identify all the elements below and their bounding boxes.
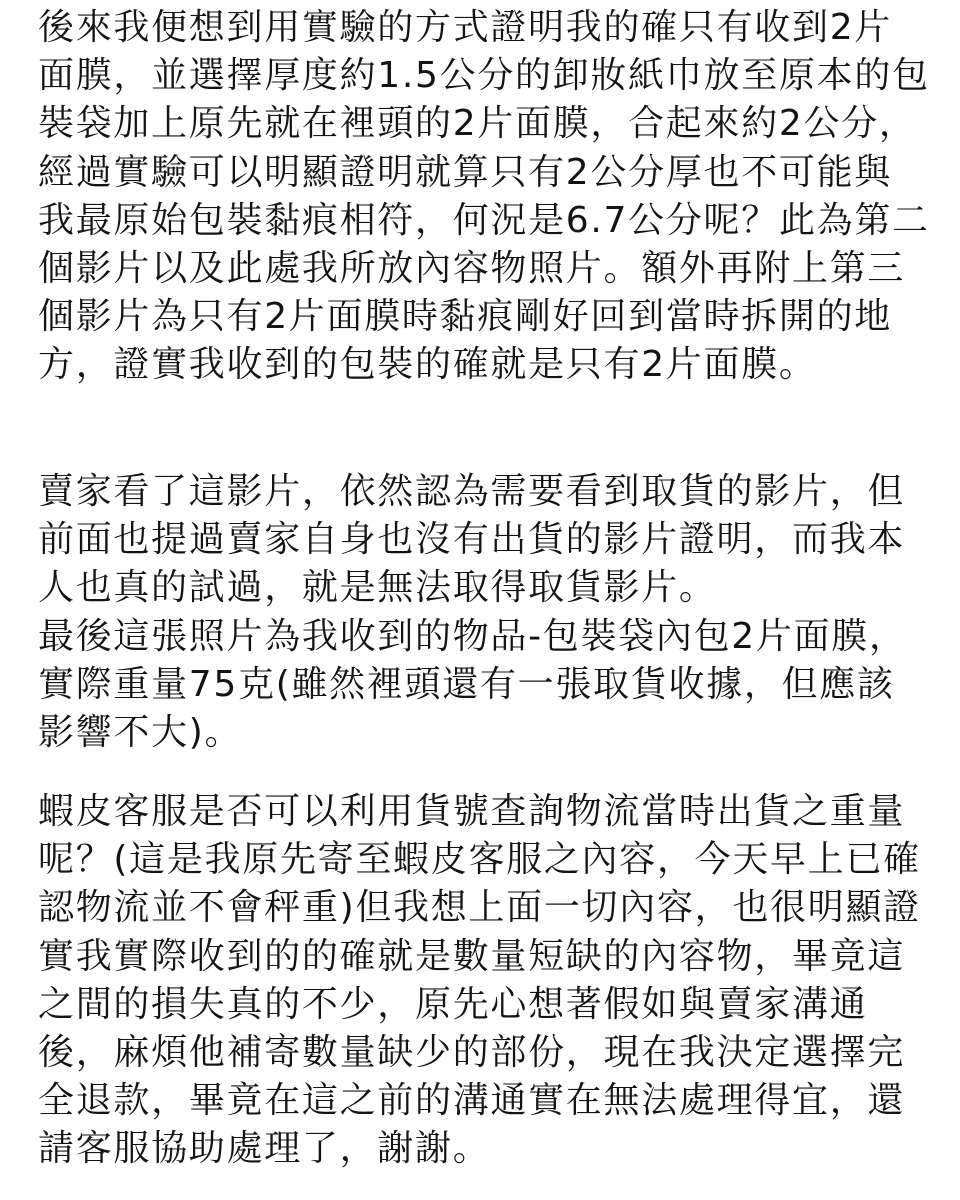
text-line: 人也真的試過，就是無法取得取貨影片。 [38, 567, 717, 609]
paragraph-seller-response [38, 468, 938, 757]
paragraph-customer-service-request [38, 788, 938, 1174]
text-line: 呢？(這是我原先寄至蝦皮客服之內容，今天早上已確 [38, 839, 921, 881]
text-line: 後來我便想到用實驗的方式證明我的確只有收到2片 [38, 7, 893, 48]
text-line: 最後這張照片為我收到的物品-包裝袋內包2片面膜， [38, 615, 907, 657]
text-line: 全退款，畢竟在這之前的溝通實在無法處理得宜，還 [38, 1080, 906, 1122]
text-line: 賣家看了這影片，依然認為需要看到取貨的影片，但 [38, 471, 906, 512]
text-line: 個影片以及此處我所放內容物照片。額外再附上第三 [38, 247, 906, 289]
text-line: 請客服協助處理了，謝謝。 [38, 1128, 491, 1170]
text-line: 影響不大)。 [38, 711, 243, 753]
text-line: 前面也提過賣家自身也沒有出貨的影片證明，而我本 [38, 519, 906, 561]
text-line: 之間的損失真的不少，原先心想著假如與賣家溝通 [38, 983, 868, 1025]
text-line: 後，麻煩他補寄數量缺少的部份，現在我決定選擇完 [38, 1031, 906, 1073]
text-line: 經過實驗可以明顯證明就算只有2公分厚也不可能與 [38, 151, 893, 193]
text-line: 我最原始包裝黏痕相符，何況是6.7公分呢？此為第二 [38, 199, 930, 241]
paragraph-experiment [38, 4, 938, 390]
text-line: 面膜，並選擇厚度約1.5公分的卸妝紙巾放至原本的包 [38, 55, 930, 97]
text-line: 個影片為只有2片面膜時黏痕剛好回到當時拆開的地 [38, 296, 893, 338]
text-line: 蝦皮客服是否可以利用貨號查詢物流當時出貨之重量 [38, 791, 906, 832]
text-line: 實我實際收到的的確就是數量短缺的內容物，畢竟這 [38, 935, 906, 977]
text-line: 實際重量75克(雖然裡頭還有一張取貨收據，但應該 [38, 663, 895, 705]
text-line: 裝袋加上原先就在裡頭的2片面膜，合起來約2公分， [38, 103, 917, 145]
text-line: 認物流並不會秤重)但我想上面一切內容，也很明顯證 [38, 887, 921, 929]
text-line: 方，證實我收到的包裝的確就是只有2片面膜。 [38, 344, 817, 386]
